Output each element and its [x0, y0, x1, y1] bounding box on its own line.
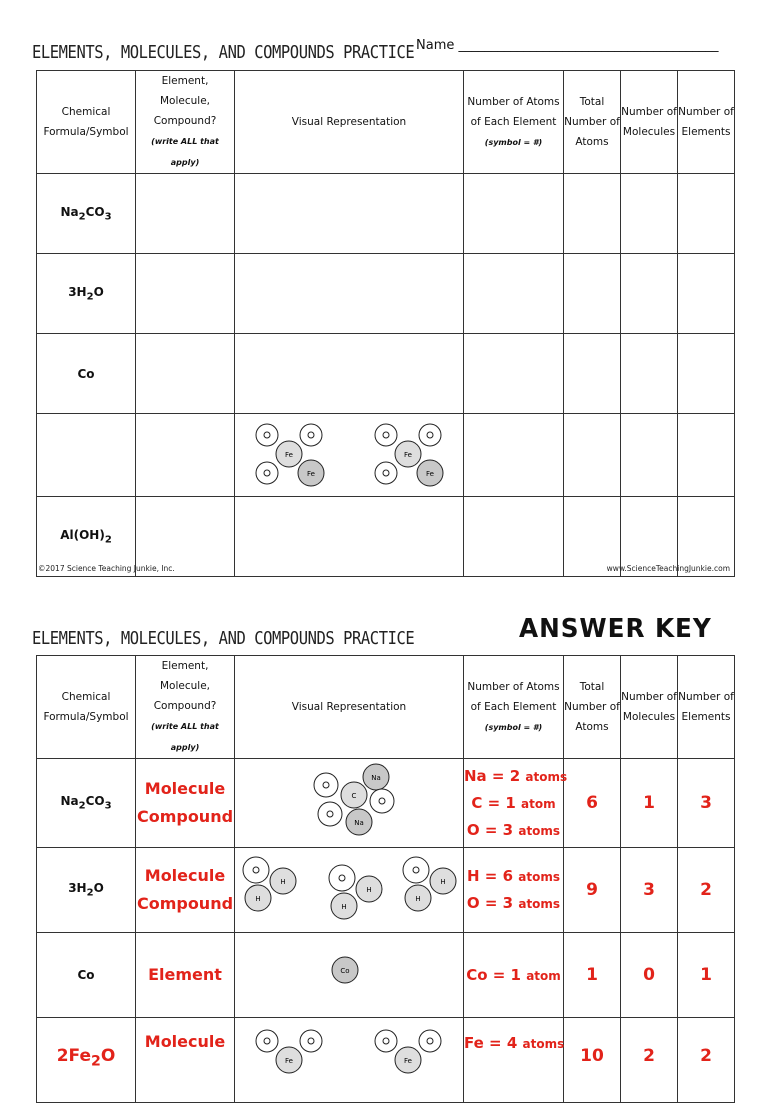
header-type: Element, Molecule, Compound? (write ALL that apply): [136, 71, 235, 174]
answer-cell[interactable]: [464, 497, 564, 577]
header-row: [37, 656, 735, 759]
table-row: [37, 414, 735, 497]
answer-cell[interactable]: [621, 254, 678, 334]
molecules-answer: 1: [621, 759, 678, 848]
atoms-each-answer: Na = 2 atoms C = 1 atom O = 3 atoms: [464, 759, 564, 848]
answer-cell[interactable]: [235, 334, 464, 414]
atoms-each-answer: H = 6 atoms O = 3 atoms: [464, 848, 564, 933]
visual-cell: [235, 759, 464, 848]
answer-cell[interactable]: [136, 174, 235, 254]
header-type: Element, Molecule, Compound? (write ALL that apply): [136, 656, 235, 759]
svg-text:Co: Co: [340, 967, 350, 975]
elements-answer: 3: [678, 759, 735, 848]
fe2o-molecule: [375, 1030, 441, 1073]
table-row: [37, 1018, 735, 1103]
header-total: Total Number of Atoms: [564, 71, 621, 174]
svg-text:H: H: [440, 878, 446, 886]
answer-cell[interactable]: [564, 334, 621, 414]
table-row: [37, 848, 735, 933]
formula-cell[interactable]: [37, 414, 136, 497]
type-answer: Molecule: [136, 1018, 235, 1103]
total-atoms-answer: 10: [564, 1018, 621, 1103]
formula-cell: $3H_2O$: [37, 848, 136, 933]
answer-cell[interactable]: [678, 334, 735, 414]
visual-cell: [235, 1018, 464, 1103]
table-row: [37, 334, 735, 414]
header-visual: Visual Representation: [235, 656, 464, 759]
na2co3-diagram: [235, 759, 464, 843]
molecules-answer: 2: [621, 1018, 678, 1103]
header-elements: Number of Elements: [678, 71, 735, 174]
answer-key-label: ANSWER KEY: [519, 614, 712, 644]
answer-cell[interactable]: [235, 254, 464, 334]
atoms-each-answer: Co = 1 atom: [464, 933, 564, 1018]
answer-cell[interactable]: [564, 174, 621, 254]
answer-key-table: [36, 655, 735, 1103]
answer-cell[interactable]: [136, 254, 235, 334]
table-row: [37, 174, 735, 254]
header-molecules: Number of Molecules: [621, 656, 678, 759]
svg-text:H: H: [366, 886, 372, 894]
water-molecules-diagram: [235, 848, 464, 928]
table-row: [37, 254, 735, 334]
formula-cell: Co: [37, 933, 136, 1018]
molecules-answer: 0: [621, 933, 678, 1018]
visual-cell: [235, 414, 464, 497]
worksheet-title: ELEMENTS, MOLECULES, AND COMPOUNDS PRACTICE: [32, 42, 415, 63]
formula-cell: $Al(OH)_2$: [37, 497, 136, 577]
header-molecules: Number of Molecules: [621, 71, 678, 174]
svg-text:C: C: [351, 792, 357, 800]
footer-copyright: ©2017 Science Teaching Junkie, Inc.: [38, 564, 175, 573]
header-atoms-each: Number of Atoms of Each Element (symbol = #): [464, 71, 564, 174]
fe2o-molecules-diagram: [235, 414, 464, 492]
water-molecule: [243, 857, 296, 911]
visual-cell: [235, 848, 464, 933]
elements-answer: 2: [678, 1018, 735, 1103]
answer-cell[interactable]: [621, 334, 678, 414]
cobalt-atom-diagram: [235, 933, 464, 1013]
answer-cell[interactable]: [678, 254, 735, 334]
answer-cell[interactable]: [464, 414, 564, 497]
water-molecule: [403, 857, 456, 911]
svg-text:H: H: [341, 903, 347, 911]
svg-text:H: H: [255, 895, 261, 903]
svg-text:Na: Na: [354, 819, 364, 827]
header-visual: Visual Representation: [235, 71, 464, 174]
answer-cell[interactable]: [564, 414, 621, 497]
answer-cell[interactable]: [235, 174, 464, 254]
elements-answer: 1: [678, 933, 735, 1018]
table-row: [37, 933, 735, 1018]
svg-text:Fe: Fe: [307, 470, 315, 478]
svg-text:Fe: Fe: [426, 470, 434, 478]
molecules-answer: 3: [621, 848, 678, 933]
header-atoms-each: Number of Atoms of Each Element (symbol = #): [464, 656, 564, 759]
header-formula: Chemical Formula/Symbol: [37, 656, 136, 759]
svg-text:H: H: [280, 878, 286, 886]
svg-text:H: H: [415, 895, 421, 903]
formula-cell: $3H_2O$: [37, 254, 136, 334]
svg-text:Fe: Fe: [285, 1057, 293, 1065]
svg-text:Fe: Fe: [285, 451, 293, 459]
elements-answer: 2: [678, 848, 735, 933]
type-answer: Molecule Compound: [136, 848, 235, 933]
header-total: Total Number of Atoms: [564, 656, 621, 759]
total-atoms-answer: 1: [564, 933, 621, 1018]
total-atoms-answer: 9: [564, 848, 621, 933]
table-row: [37, 759, 735, 848]
answer-cell[interactable]: [464, 254, 564, 334]
answer-cell[interactable]: [136, 334, 235, 414]
total-atoms-answer: 6: [564, 759, 621, 848]
fe2o-molecule: [256, 1030, 322, 1073]
formula-cell: $2Fe_2O$: [37, 1018, 136, 1103]
formula-cell: Co: [37, 334, 136, 414]
atoms-each-answer: Fe = 4 atoms: [464, 1018, 564, 1103]
worksheet-title: ELEMENTS, MOLECULES, AND COMPOUNDS PRACTICE: [32, 628, 415, 649]
answer-cell[interactable]: [678, 414, 735, 497]
water-molecule: [329, 865, 382, 919]
type-answer: Element: [136, 933, 235, 1018]
answer-cell[interactable]: [235, 497, 464, 577]
answer-cell[interactable]: [678, 174, 735, 254]
answer-cell[interactable]: [464, 334, 564, 414]
answer-cell[interactable]: [621, 414, 678, 497]
answer-cell[interactable]: [464, 174, 564, 254]
type-answer: Molecule Compound: [136, 759, 235, 848]
header-formula: Chemical Formula/Symbol: [37, 71, 136, 174]
header-row: [37, 71, 735, 174]
fe2o-molecule: [256, 424, 324, 486]
svg-text:Fe: Fe: [404, 1057, 412, 1065]
fe2o-molecules-diagram: [235, 1018, 464, 1098]
visual-cell: [235, 933, 464, 1018]
fe2o-molecule: [375, 424, 443, 486]
answer-cell[interactable]: [136, 414, 235, 497]
header-elements: Number of Elements: [678, 656, 735, 759]
practice-table: [36, 70, 735, 577]
name-line[interactable]: Name ________________________________________: [416, 38, 719, 53]
formula-cell: $Na_2CO_3$: [37, 759, 136, 848]
answer-cell[interactable]: [621, 174, 678, 254]
footer-website[interactable]: www.ScienceTeachingJunkie.com: [606, 564, 730, 573]
svg-text:Fe: Fe: [404, 451, 412, 459]
formula-cell: $Na_2CO_3$: [37, 174, 136, 254]
svg-text:Na: Na: [371, 774, 381, 782]
answer-cell[interactable]: [564, 254, 621, 334]
